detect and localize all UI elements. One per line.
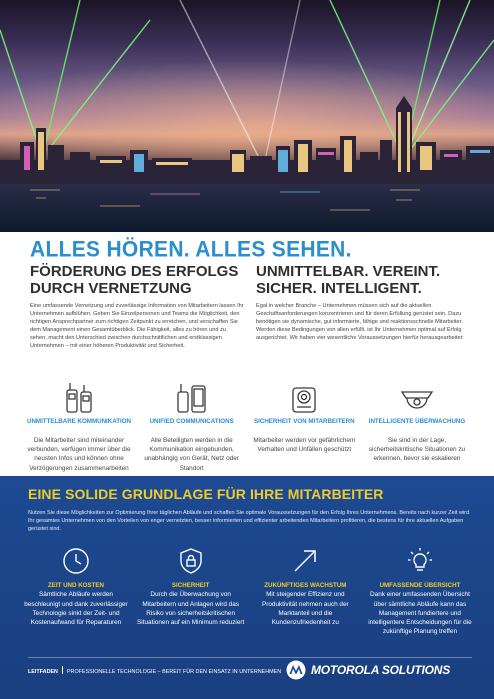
- feature-title: UNIFIED COMMUNICATIONS: [149, 418, 234, 425]
- feature-unmittelbare-kommunikation: [26, 378, 132, 473]
- foundation-headline: EINE SOLIDE GRUNDLAGE FÜR IHRE MITARBEITER: [28, 486, 384, 502]
- right-column-body: Egal in welcher Branche – Unternehmen müssen sich auf die aktuellen Geschäftsanforderungen konzentrieren und für deren Erfüllung gerüstet sein. Dazu benötigen sie dynamische, gut informierte, fähige und reaktionsschnelle Mitarbeiter. Werden diese Bedingungen von allen erfüllt, ist Ihr Unternehmen optimal auf Erfolg ausgerichtet. Wir haben vier wesentliche Voraussetzungen hierfür herausgearbeitet:: [256, 303, 464, 342]
- feature-sicherheit-von-mitarbeitern: [251, 378, 357, 473]
- motorola-logo: [286, 660, 450, 680]
- feature-intelligente-ueberwachung: [364, 378, 470, 473]
- feature-title: SICHERHEIT VON MITARBEITERN: [254, 418, 355, 425]
- footer-label-text: PROFESSIONELLE TECHNOLOGIE – BEREIT FÜR DEN EINSATZ IN UNTERNEHMEN: [66, 669, 282, 675]
- two-way-radios-icon: [26, 378, 132, 414]
- right-title-line1: UNMITTELBAR. VEREINT.: [256, 263, 441, 280]
- benefit-zeit-und-kosten: [22, 542, 130, 636]
- left-title-line1: FÖRDERUNG DES ERFOLGS: [30, 263, 239, 280]
- benefit-sicherheit: [137, 542, 245, 636]
- feature-unified-communications: [139, 378, 245, 473]
- feature-title: INTELLIGENTE ÜBERWACHUNG: [368, 418, 466, 425]
- brand-name: MOTOROLA SOLUTIONS: [311, 663, 451, 677]
- body-worn-camera-icon: [251, 378, 357, 414]
- left-title-line2: DURCH VERNETZUNG: [30, 280, 192, 297]
- benefit-row: [22, 542, 474, 636]
- footer-label: [28, 666, 281, 675]
- footer-label-bold: LEITFADEN: [28, 669, 58, 675]
- benefit-desc: Sämtliche Abläufe werden beschleunigt und dank zuverlässiger Technologie sinkt der Zeit- und Kostenaufwand für Reparaturen: [24, 591, 128, 627]
- feature-desc: Sie sind in der Lage, sicherheitskritische Situationen zu erkennen, bevor sie eskalieren: [368, 437, 466, 463]
- shield-lock-icon: [137, 542, 245, 580]
- footer-divider: [28, 657, 472, 658]
- benefit-desc: Dank einer umfassenden Übersicht über sämtliche Abläufe kann das Management fundiertere und intelligentere Entscheidungen für die zukünftige Planung treffen: [368, 591, 472, 636]
- lightbulb-icon: [366, 542, 474, 580]
- benefit-desc: Durch die Überwachung von Mitarbeitern und Anlagen wird das Risiko von sicherheitskritischen Situationen auf ein Minimum reduziert: [137, 591, 245, 627]
- right-column-title: [256, 263, 440, 297]
- feature-desc: Mitarbeiter werden vor gefährlichem Verhalten und Unfällen geschützt: [253, 437, 356, 454]
- right-title-line2: SICHER. INTELLIGENT.: [256, 280, 422, 297]
- left-column-body: Eine umfassende Vernetzung und zuverlässige Information von Mitarbeitern lassen Ihr Unternehmen aufblühen. Geben Sie Einzelpersonen und Teams die Möglichkeit, den richtigen Ansprechpartner zum richtigen Zeitpunkt zu erreichen, und verschaffen Sie dem Management einen Gesamtüberblick. Die Fähigkeit, alles zu hören und zu sehen, macht den Unterschied zwischen durchschnittlichen und erstklassigen Unternehmen – mit einer höheren Produktivität und Sicherheit.: [30, 303, 244, 350]
- benefit-title: ZUKÜNFTIGES WACHSTUM: [264, 582, 347, 589]
- benefit-title: UMFASSENDE ÜBERSICHT: [379, 582, 461, 589]
- benefit-zukuenftiges-wachstum: [251, 542, 359, 636]
- feature-title: UNMITTELBARE KOMMUNIKATION: [26, 418, 132, 425]
- benefit-desc: Mit steigender Effizienz und Produktivität nehmen auch der Marktanteil und die Kundenzufriedenheit zu: [261, 591, 349, 627]
- growth-arrow-icon: [251, 542, 359, 580]
- foundation-section: [0, 476, 494, 699]
- feature-row: [26, 378, 470, 473]
- benefit-title: SICHERHEIT: [171, 582, 210, 589]
- foundation-body: Nutzen Sie diese Möglichkeiten zur Optimierung Ihrer täglichen Abläufe und schaffen Sie optimale Voraussetzungen für den Erfolg Ihres Unternehmens. Bereits nach kurzer Zeit wird Ihr gesamtes Unternehmen von den Vorteilen von enger vernetzten, besser informierten und effizienter arbeitenden Mitarbeitern profitieren, die bestens für ihre aktuellen Aufgaben gerüstet sind.: [28, 510, 470, 533]
- benefit-umfassende-uebersicht: [366, 542, 474, 636]
- clock-icon: [22, 542, 130, 580]
- benefit-title: ZEIT UND KOSTEN: [47, 582, 105, 589]
- left-column-title: [30, 263, 238, 297]
- dome-camera-icon: [364, 378, 470, 414]
- feature-desc: Alle Beteiligten werden in die Kommunikation eingebunden, unabhängig von Gerät, Netz oder Standort: [144, 437, 239, 472]
- hero-skyline-image: [0, 0, 494, 232]
- skyline-illustration: [0, 0, 494, 232]
- footer-separator: [62, 666, 63, 674]
- radio-and-smartphone-icon: [139, 378, 245, 414]
- feature-desc: Die Mitarbeiter sind miteinander verbunden, verfügen immer über die neusten Infos und können ohne Verzögerungen zusammenarbeiten: [27, 437, 131, 472]
- main-headline: ALLES HÖREN. ALLES SEHEN.: [30, 237, 352, 262]
- motorola-batwing-icon: [286, 660, 306, 680]
